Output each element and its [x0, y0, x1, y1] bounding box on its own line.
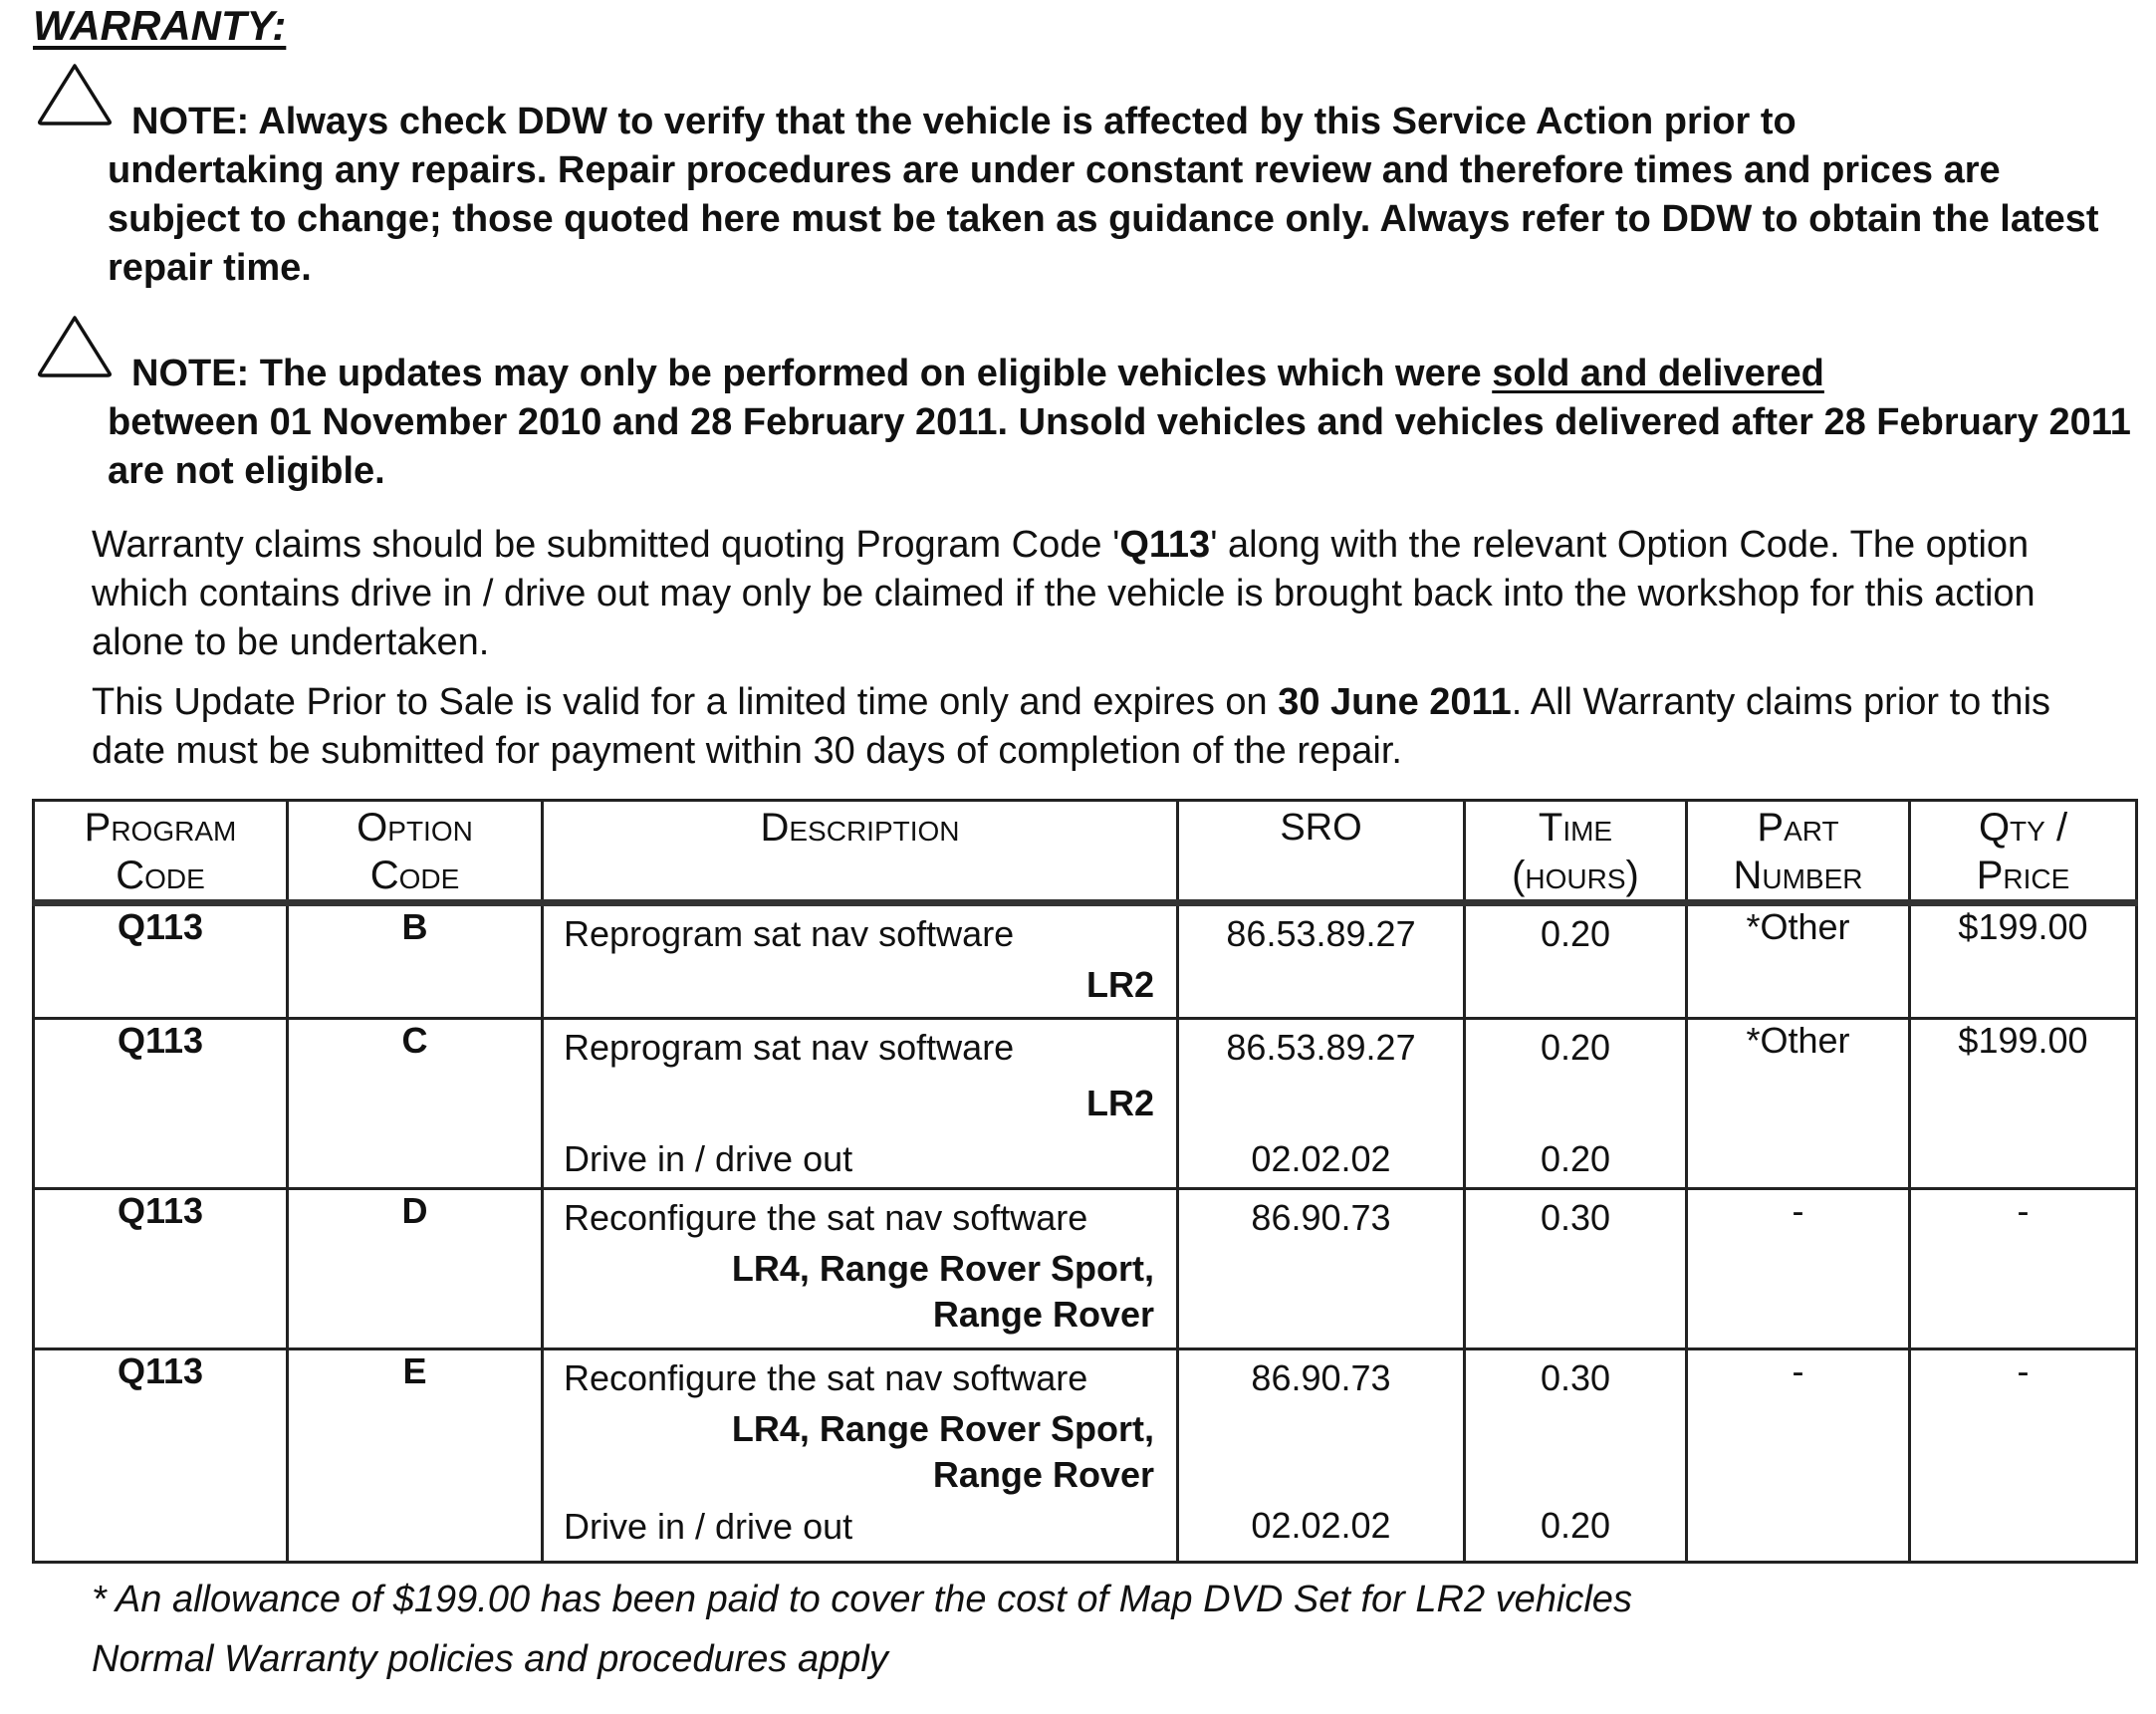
- model-text: LR2: [1085, 964, 1154, 1005]
- sro-value: 86.90.73: [1251, 1357, 1391, 1398]
- time-spacer: [1466, 1406, 1685, 1498]
- warning-triangle-icon: [36, 60, 114, 127]
- time-value: 0.20: [1540, 1027, 1611, 1068]
- option-code-cell: D: [288, 1189, 543, 1349]
- program-code-cell: Q113: [34, 1189, 288, 1349]
- time-value: 0.30: [1540, 1357, 1611, 1398]
- model-text-2: Range Rover: [932, 1294, 1154, 1335]
- option-code-cell: E: [288, 1349, 543, 1563]
- header-description: [543, 801, 1178, 903]
- header-option-code-l2: Code: [369, 854, 460, 897]
- table-row: [34, 1019, 2137, 1189]
- sro-spacer: [1179, 1076, 1463, 1131]
- header-sro: [1178, 801, 1465, 903]
- table-row: [34, 1349, 2137, 1563]
- warning-triangle-icon: [36, 312, 114, 379]
- description-text: Reprogram sat nav software: [564, 1027, 1015, 1068]
- time-cell: [1465, 1349, 1687, 1563]
- price-cell: -: [1910, 1189, 2137, 1349]
- expiry-date-inline: 30 June 2011: [1278, 681, 1512, 723]
- header-part-number-l1: Part: [1757, 806, 1839, 850]
- claims-text-a: Warranty claims should be submitted quoting Program Code ': [92, 524, 1120, 566]
- footnote-policies: Normal Warranty policies and procedures apply: [92, 1638, 888, 1680]
- description-text-2: Drive in / drive out: [564, 1506, 853, 1547]
- table-header-row: [34, 801, 2137, 903]
- description-cell: [543, 1349, 1178, 1563]
- header-part-number-l2: Number: [1733, 854, 1863, 897]
- sro-value: 86.53.89.27: [1226, 913, 1416, 954]
- price-cell: -: [1910, 1349, 2137, 1563]
- claims-paragraph: [92, 521, 2133, 667]
- description-cell: [543, 1189, 1178, 1349]
- sro-value-2: 02.02.02: [1251, 1138, 1391, 1179]
- note-eligibility-underlined: sold and delivered: [1492, 353, 1824, 394]
- sro-cell: [1178, 1019, 1465, 1189]
- header-time-l2: (hours): [1512, 854, 1639, 897]
- sro-cell: [1178, 903, 1465, 1019]
- time-value: 0.30: [1540, 1197, 1611, 1238]
- header-qty-price-l2: Price: [1976, 854, 2070, 897]
- header-part-number: [1687, 801, 1910, 903]
- sro-value-2: 02.02.02: [1251, 1505, 1391, 1546]
- table-row: [34, 1189, 2137, 1349]
- warranty-table: [32, 799, 2138, 1564]
- time-cell: [1465, 1189, 1687, 1349]
- header-sro-text: SRO: [1280, 807, 1362, 849]
- time-value-2: 0.20: [1540, 1138, 1611, 1179]
- header-option-code-l1: Option: [357, 806, 473, 850]
- header-qty-price: [1910, 801, 2137, 903]
- sro-value: 86.90.73: [1251, 1197, 1391, 1238]
- description-cell: [543, 903, 1178, 1019]
- note-eligibility: [108, 350, 2139, 496]
- footnote-allowance: * An allowance of $199.00 has been paid to cover the cost of Map DVD Set for LR2 vehicles: [92, 1579, 1632, 1620]
- time-spacer: [1466, 1076, 1685, 1131]
- description-text: Reprogram sat nav software: [564, 913, 1015, 954]
- validity-paragraph: [92, 678, 2133, 776]
- section-heading: WARRANTY:: [33, 2, 287, 49]
- part-number-cell: -: [1687, 1349, 1910, 1563]
- time-value-2: 0.20: [1540, 1505, 1611, 1546]
- model-text-2: Range Rover: [932, 1454, 1154, 1495]
- header-qty-price-l1: Qty /: [1978, 806, 2068, 850]
- note-eligibility-rest: between 01 November 2010 and 28 February 2011. Unsold vehicles and vehicles delivered after 28 February 2011 are not eligible.: [108, 401, 2131, 492]
- header-option-code: [288, 801, 543, 903]
- program-code-cell: Q113: [34, 903, 288, 1019]
- part-number-cell: *Other: [1687, 1019, 1910, 1189]
- program-code-cell: Q113: [34, 1349, 288, 1563]
- sro-spacer: [1179, 1406, 1463, 1498]
- sro-value: 86.53.89.27: [1226, 1027, 1416, 1068]
- table-row: [34, 903, 2137, 1019]
- program-code-cell: Q113: [34, 1019, 288, 1189]
- model-text: LR2: [1085, 1083, 1154, 1123]
- option-code-cell: B: [288, 903, 543, 1019]
- model-text: LR4, Range Rover Sport,: [731, 1408, 1154, 1449]
- note-eligibility-lead-text: NOTE: The updates may only be performed on eligible vehicles which were: [131, 353, 1493, 394]
- price-cell: $199.00: [1910, 903, 2137, 1019]
- model-text: LR4, Range Rover Sport,: [731, 1248, 1154, 1289]
- header-program-code-l2: Code: [116, 854, 205, 897]
- program-code-inline: Q113: [1119, 524, 1211, 566]
- header-program-code-l1: Program: [84, 806, 237, 850]
- option-code-cell: C: [288, 1019, 543, 1189]
- part-number-cell: -: [1687, 1189, 1910, 1349]
- note-eligibility-lead: [108, 350, 2139, 398]
- header-time: [1465, 801, 1687, 903]
- claims-text-c: ' along with the relevant Option Code. The option which contains drive in / drive out may only be claimed if the vehicle is brought back into the workshop for this action alone to be undertaken.: [92, 524, 2036, 663]
- validity-text-c: . All Warranty claims prior to this date must be submitted for payment within 30 days of completion of the repair.: [92, 681, 2051, 772]
- time-value: 0.20: [1540, 913, 1611, 954]
- validity-text-a: This Update Prior to Sale is valid for a limited time only and expires on: [92, 681, 1279, 723]
- description-text-2: Drive in / drive out: [564, 1138, 853, 1179]
- part-number-cell: *Other: [1687, 903, 1910, 1019]
- description-cell: [543, 1019, 1178, 1189]
- sro-cell: [1178, 1189, 1465, 1349]
- time-cell: [1465, 1019, 1687, 1189]
- header-description-text: Description: [760, 806, 960, 850]
- header-program-code: [34, 801, 288, 903]
- header-time-l1: Time: [1538, 806, 1613, 850]
- time-cell: [1465, 903, 1687, 1019]
- price-cell: $199.00: [1910, 1019, 2137, 1189]
- note-verify-ddw-rest: undertaking any repairs. Repair procedures are under constant review and therefore times and prices are subject to change; those quoted here must be taken as guidance only. Always refer to DDW to obtain the latest repair time.: [108, 149, 2099, 289]
- description-text: Reconfigure the sat nav software: [564, 1197, 1088, 1238]
- note-verify-ddw-lead: NOTE: Always check DDW to verify that the vehicle is affected by this Service Action prior to: [131, 101, 1797, 142]
- description-text: Reconfigure the sat nav software: [564, 1357, 1088, 1398]
- sro-cell: [1178, 1349, 1465, 1563]
- note-verify-ddw: [108, 98, 2139, 293]
